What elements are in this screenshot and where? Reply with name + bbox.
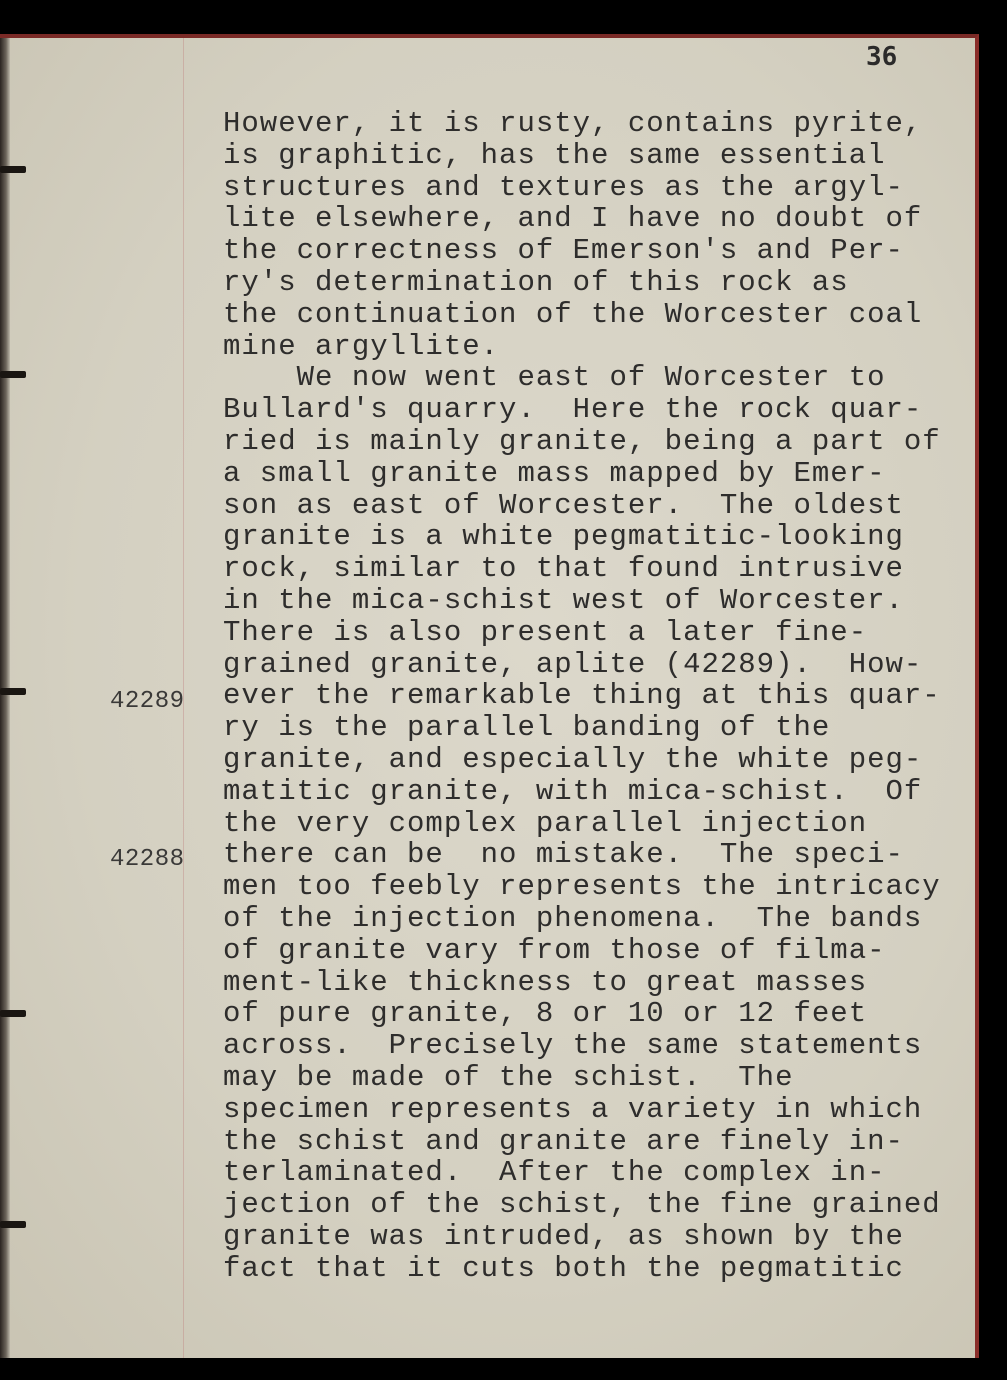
text-line: in the mica-schist west of Worcester. bbox=[223, 583, 904, 617]
text-line: the very complex parallel injection bbox=[223, 806, 868, 840]
text-line: fact that it cuts both the pegmatitic bbox=[223, 1251, 904, 1285]
text-line: is graphitic, has the same essential bbox=[223, 138, 886, 172]
text-line: ever the remarkable thing at this quar- bbox=[223, 679, 941, 713]
text-line: ry is the parallel banding of the bbox=[223, 711, 831, 745]
specimen-number: 42288 bbox=[110, 846, 185, 873]
text-line: terlaminated. After the complex in- bbox=[223, 1156, 886, 1190]
page-number: 36 bbox=[866, 42, 898, 72]
text-line: specimen represents a variety in which bbox=[223, 1092, 923, 1126]
text-line: ment-like thickness to great masses bbox=[223, 965, 868, 999]
text-line: structures and textures as the argyl- bbox=[223, 170, 904, 204]
text-line: of granite vary from those of filma- bbox=[223, 933, 886, 967]
text-line: a small granite mass mapped by Emer- bbox=[223, 456, 886, 490]
text-line: rock, similar to that found intrusive bbox=[223, 552, 904, 586]
text-line: granite, and especially the white peg- bbox=[223, 742, 923, 776]
text-line: across. Precisely the same statements bbox=[223, 1029, 923, 1063]
text-line: may be made of the schist. The bbox=[223, 1060, 794, 1094]
specimen-number: 42289 bbox=[110, 688, 185, 715]
text-line: men too feebly represents the intricacy bbox=[223, 870, 941, 904]
binding-spine bbox=[0, 38, 10, 1358]
text-line: the correctness of Emerson's and Per- bbox=[223, 234, 904, 268]
text-line: there can be no mistake. The speci- bbox=[223, 838, 904, 872]
typed-text-body bbox=[223, 108, 941, 1284]
text-line: However, it is rusty, contains pyrite, bbox=[223, 107, 923, 140]
text-line: of pure granite, 8 or 10 or 12 feet bbox=[223, 997, 868, 1031]
text-line: granite was intruded, as shown by the bbox=[223, 1219, 904, 1253]
binder-ring-1 bbox=[0, 166, 26, 173]
text-line: We now went east of Worcester to bbox=[223, 361, 886, 395]
binder-ring-5 bbox=[0, 1221, 26, 1228]
text-line: ry's determination of this rock as bbox=[223, 265, 849, 299]
text-line: son as east of Worcester. The oldest bbox=[223, 488, 904, 522]
text-line: matitic granite, with mica-schist. Of bbox=[223, 774, 923, 808]
text-line: mine argyllite. bbox=[223, 329, 500, 363]
text-line: There is also present a later fine- bbox=[223, 615, 868, 649]
text-line: granite is a white pegmatitic-looking bbox=[223, 520, 904, 554]
text-line: of the injection phenomena. The bands bbox=[223, 901, 923, 935]
text-line: ried is mainly granite, being a part of bbox=[223, 424, 941, 458]
binder-ring-4 bbox=[0, 1010, 26, 1017]
text-line: the schist and granite are finely in- bbox=[223, 1124, 904, 1158]
text-line: grained granite, aplite (42289). How- bbox=[223, 647, 923, 681]
text-line: Bullard's quarry. Here the rock quar- bbox=[223, 393, 923, 427]
binder-ring-2 bbox=[0, 371, 26, 378]
text-line: jection of the schist, the fine grained bbox=[223, 1188, 941, 1222]
text-line: lite elsewhere, and I have no doubt of bbox=[223, 202, 923, 236]
text-line: the continuation of the Worcester coal bbox=[223, 297, 923, 331]
binder-ring-3 bbox=[0, 688, 26, 695]
